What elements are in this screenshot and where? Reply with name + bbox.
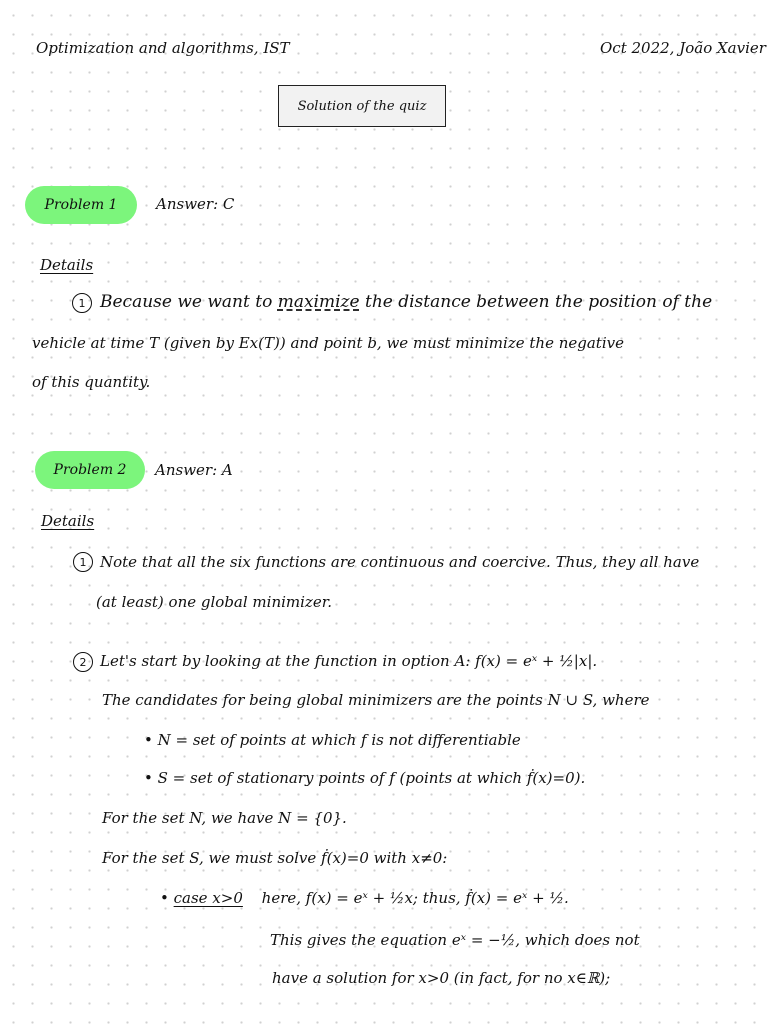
problem-2-item-1-line-1: Note that all the six functions are continuous and coercive. Thus, they all have bbox=[100, 553, 700, 571]
problem-2-details-heading: Details bbox=[41, 512, 95, 530]
problem-2-label: Problem 2 bbox=[53, 462, 127, 478]
quiz-title: Solution of the quiz bbox=[297, 98, 427, 114]
course-title: Optimization and algorithms, IST bbox=[36, 39, 290, 57]
item-number-badge: 2 bbox=[73, 652, 93, 672]
problem-1-line-3: of this quantity. bbox=[32, 373, 151, 391]
problem-1-label: Problem 1 bbox=[44, 197, 118, 213]
problem-2-item-1-line-2: (at least) one global minimizer. bbox=[96, 593, 333, 611]
problem-1-details-heading: Details bbox=[40, 256, 94, 274]
problem-1-line-1: Because we want to maximize the distance between the position of the bbox=[100, 292, 713, 312]
problem-2-item-2-line-1: Let's start by looking at the function in option A: f(x) = eˣ + ½|x|. bbox=[100, 652, 598, 670]
item-number-badge: 1 bbox=[73, 552, 93, 572]
problem-2-badge bbox=[35, 451, 145, 489]
equation-line-1: This gives the equation eˣ = −½, which does not bbox=[270, 931, 640, 949]
problem-1-answer: Answer: C bbox=[156, 195, 235, 213]
problem-2-item-2-line-2: The candidates for being global minimizers are the points N ∪ S, where bbox=[102, 691, 650, 709]
problem-2-answer: Answer: A bbox=[155, 461, 233, 479]
bullet-set-s: • S = set of stationary points of f (points at which ḟ(x)=0). bbox=[144, 769, 586, 787]
case-text: here, f(x) = eˣ + ½x; thus, ḟ(x) = eˣ + ½. bbox=[261, 889, 569, 907]
quiz-title-box bbox=[278, 85, 446, 127]
case-label: case x>0 bbox=[173, 889, 243, 907]
set-s-line: For the set S, we must solve ḟ(x)=0 with x≠0: bbox=[102, 849, 448, 867]
problem-1-badge bbox=[25, 186, 137, 224]
bullet-set-n: • N = set of points at which f is not differentiable bbox=[144, 731, 521, 749]
problem-1-line-2: vehicle at time T (given by Ex(T)) and point b, we must minimize the negative bbox=[32, 334, 624, 352]
equation-line-2: have a solution for x>0 (in fact, for no x∈ℝ); bbox=[272, 969, 611, 987]
set-n-line: For the set N, we have N = {0}. bbox=[102, 809, 347, 827]
item-number-badge: 1 bbox=[72, 293, 92, 313]
date-author: Oct 2022, João Xavier bbox=[600, 39, 766, 57]
emphasis-maximize: maximize bbox=[277, 292, 360, 312]
case-line: • case x>0 here, f(x) = eˣ + ½x; thus, ḟ(x) = eˣ + ½. bbox=[160, 889, 569, 907]
